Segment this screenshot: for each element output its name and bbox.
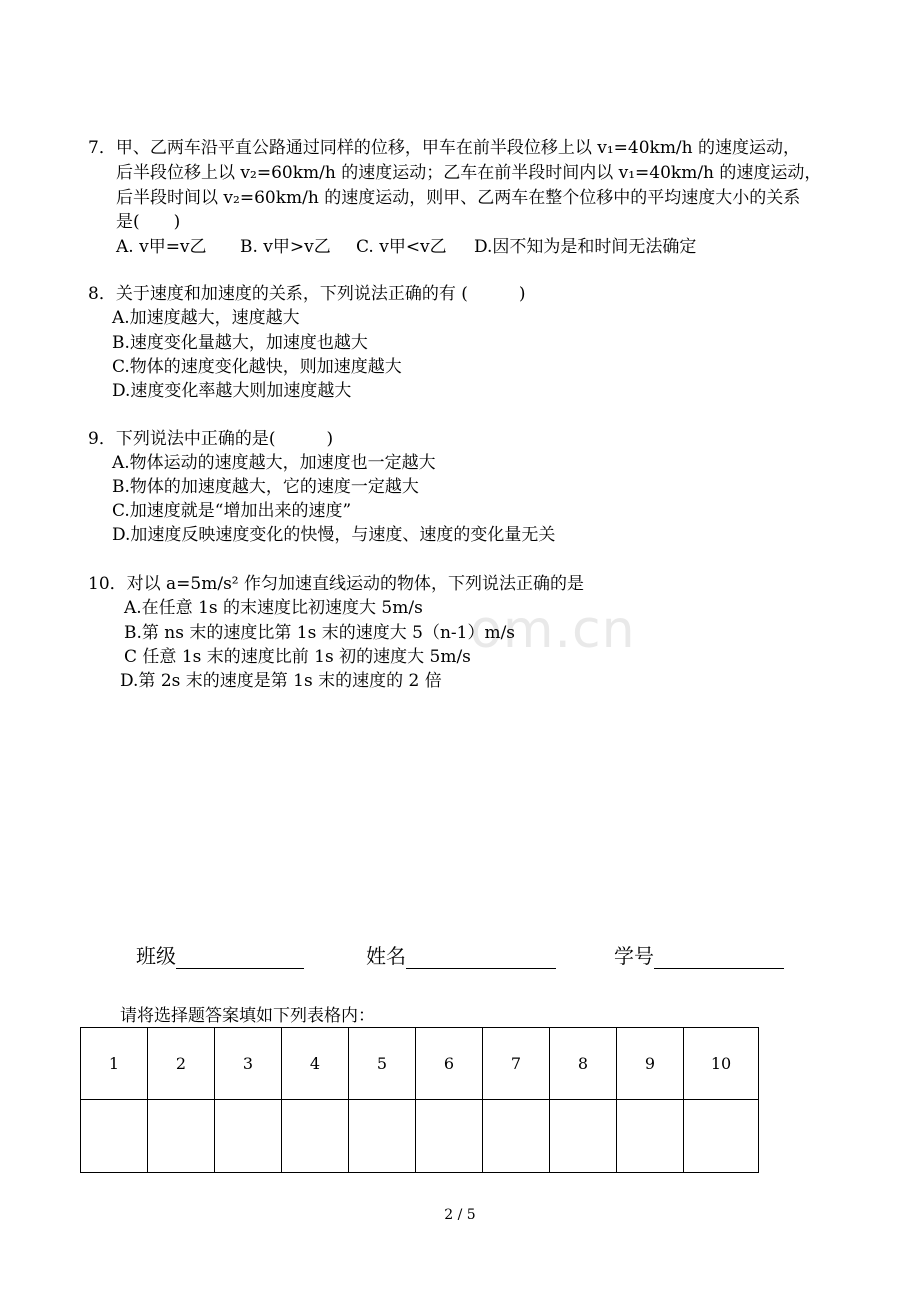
name-label: 姓名	[366, 944, 406, 968]
answer-cell[interactable]	[617, 1100, 684, 1173]
q9-option-c: C.加速度就是“增加出来的速度”	[112, 501, 352, 521]
answer-header-cell: 10	[684, 1028, 759, 1100]
class-label: 班级	[136, 944, 176, 968]
q7-option-a: A. v甲=v乙	[116, 237, 207, 257]
student-id-field[interactable]	[614, 940, 784, 969]
answer-cell[interactable]	[349, 1100, 416, 1173]
answer-cell[interactable]	[483, 1100, 550, 1173]
answer-header-cell: 3	[215, 1028, 282, 1100]
q7-line-3: 后半段时间以 v₂=60km/h 的速度运动，则甲、乙两车在整个位移中的平均速度大小的关系	[116, 188, 801, 208]
q9-option-a: A.物体运动的速度越大，加速度也一定越大	[112, 453, 436, 473]
answer-table	[80, 1027, 759, 1173]
q8-option-b: B.速度变化量越大，加速度也越大	[112, 333, 368, 353]
answer-header-cell: 7	[483, 1028, 550, 1100]
q10-option-d: D.第 2s 末的速度是第 1s 末的速度的 2 倍	[120, 671, 442, 691]
q10-stem: 10．对以 a=5m/s² 作匀加速直线运动的物体，下列说法正确的是	[88, 574, 585, 594]
name-blank[interactable]	[406, 946, 556, 969]
q7-option-d: D.因不知为是和时间无法确定	[474, 237, 697, 257]
answer-cell[interactable]	[282, 1100, 349, 1173]
q8-option-a: A.加速度越大，速度越大	[112, 308, 300, 328]
answer-header-cell: 5	[349, 1028, 416, 1100]
answer-cell[interactable]	[416, 1100, 483, 1173]
answer-header-cell: 2	[148, 1028, 215, 1100]
answer-table-answer-row	[81, 1100, 759, 1173]
student-id-label: 学号	[614, 944, 654, 968]
answer-header-cell: 4	[282, 1028, 349, 1100]
class-field[interactable]	[136, 940, 304, 969]
table-instruction: 请将选择题答案填如下列表格内：	[120, 1006, 375, 1026]
answer-cell[interactable]	[550, 1100, 617, 1173]
class-blank[interactable]	[176, 946, 304, 969]
answer-cell[interactable]	[215, 1100, 282, 1173]
q7-line-4: 是( )	[116, 212, 181, 232]
answer-header-cell: 6	[416, 1028, 483, 1100]
q8-option-d: D.速度变化率越大则加速度越大	[112, 381, 352, 401]
name-field[interactable]	[366, 940, 556, 969]
q10-option-c: C 任意 1s 末的速度比前 1s 初的速度大 5m/s	[124, 647, 471, 667]
q9-stem: 9．下列说法中正确的是( )	[88, 429, 334, 449]
answer-header-cell: 9	[617, 1028, 684, 1100]
q8-stem: 8．关于速度和加速度的关系，下列说法正确的有 ( )	[88, 284, 526, 304]
watermark: om.cn	[470, 600, 636, 660]
q7-option-c: C. v甲<v乙	[356, 237, 447, 257]
q9-option-d: D.加速度反映速度变化的快慢，与速度、速度的变化量无关	[112, 525, 556, 545]
q7-line-2: 后半段位移上以 v₂=60km/h 的速度运动；乙车在前半段时间内以 v₁=40km/h 的速度运动，	[116, 163, 822, 183]
answer-header-cell: 1	[81, 1028, 148, 1100]
answer-cell[interactable]	[148, 1100, 215, 1173]
q9-option-b: B.物体的加速度越大，它的速度一定越大	[112, 477, 419, 497]
answer-table-header-row	[81, 1028, 759, 1100]
q8-option-c: C.物体的速度变化越快，则加速度越大	[112, 357, 402, 377]
q10-option-a: A.在任意 1s 的末速度比初速度大 5m/s	[124, 598, 423, 618]
answer-cell[interactable]	[81, 1100, 148, 1173]
page-number: 2 / 5	[444, 1207, 476, 1223]
q7-line-1: 7．甲、乙两车沿平直公路通过同样的位移，甲车在前半段位移上以 v₁=40km/h 的速度运动，	[88, 138, 801, 158]
q10-option-b: B.第 ns 末的速度比第 1s 末的速度大 5（n-1）m/s	[124, 623, 516, 643]
q7-option-b: B. v甲>v乙	[240, 237, 331, 257]
answer-cell[interactable]	[684, 1100, 759, 1173]
student-id-blank[interactable]	[654, 946, 784, 969]
answer-header-cell: 8	[550, 1028, 617, 1100]
